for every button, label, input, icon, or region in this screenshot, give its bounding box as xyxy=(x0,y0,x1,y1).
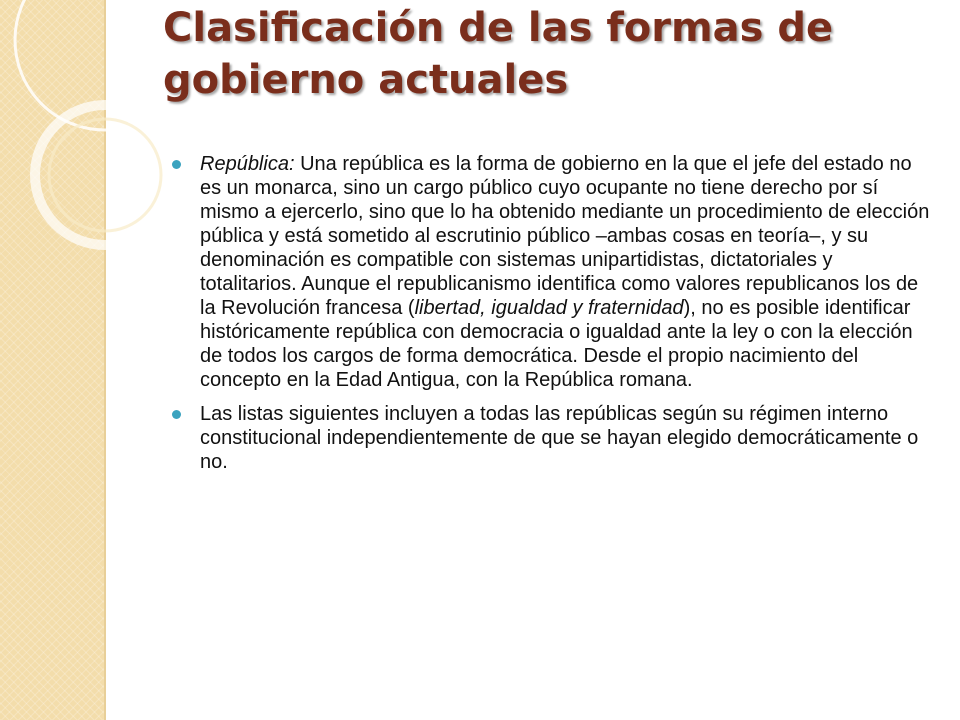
bullet-list xyxy=(172,152,932,484)
slide-title: Clasificación de las formas de gobierno actuales xyxy=(163,5,834,103)
bullet-text-part2: ), no es posible identificar históricamente república con democracia o igualdad ante la ley o con la elección de todos los cargos de forma democrática. Desde el propio nacimiento del concepto en la Edad Antigua, con la República romana. xyxy=(200,297,913,391)
bullet-italic-values: libertad, igualdad y fraternidad xyxy=(414,297,684,319)
bullet-dot xyxy=(172,410,181,419)
decorative-circle-small xyxy=(35,105,175,245)
bullet-dot xyxy=(172,160,181,169)
decorative-circles xyxy=(0,0,180,300)
decorative-circle-small-inner xyxy=(49,119,161,231)
bullet-item-listas xyxy=(172,402,932,474)
bullet-text: Las listas siguientes incluyen a todas las repúblicas según su régimen interno constitucional independientemente de que se hayan elegido democráticamente o no. xyxy=(200,403,919,473)
bullet-term: República: xyxy=(200,153,295,175)
decorative-circle-large xyxy=(15,0,180,130)
bullet-item-republica xyxy=(172,152,932,392)
bullet-text-part1: Una república es la forma de gobierno en la que el jefe del estado no es un monarca, sino un cargo público cuyo ocupante no tiene derecho por sí mismo a ejercerlo, sino que lo ha obtenido mediante un procedimiento de elección pública y está sometido al escrutinio público –ambas cosas en teoría–, y su denominación es compatible con sistemas unipartidistas, dictatoriales y totalitarios. Aunque el republicanismo identifica como valores republicanos los de la Revolución francesa ( xyxy=(200,153,930,319)
